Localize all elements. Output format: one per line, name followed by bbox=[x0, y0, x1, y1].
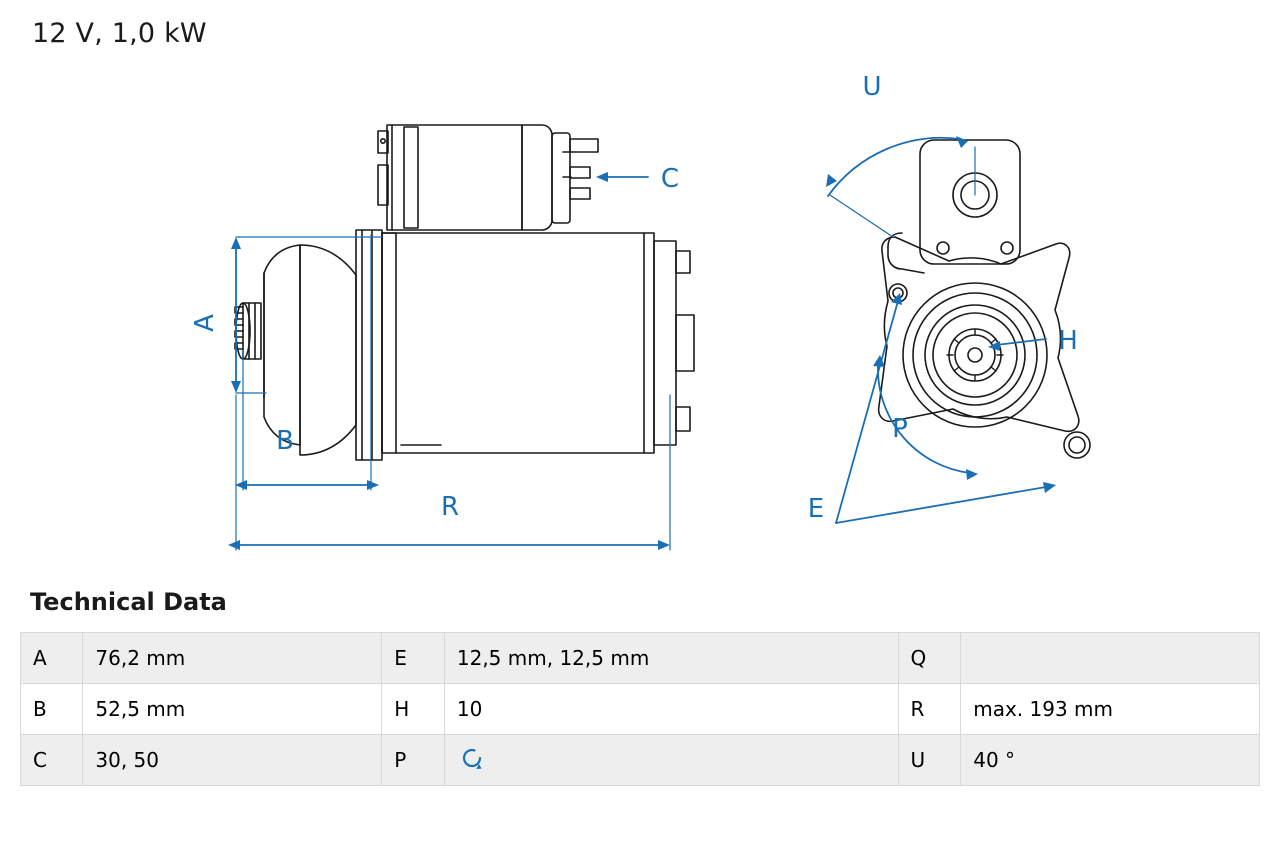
row-key-p: P bbox=[382, 735, 445, 786]
dimension-label-u: U bbox=[862, 72, 882, 102]
technical-data-heading: Technical Data bbox=[30, 588, 227, 616]
row-value-a: 76,2 mm bbox=[83, 633, 382, 684]
row-key-c: C bbox=[21, 735, 83, 786]
row-key-u: U bbox=[898, 735, 961, 786]
dimension-c bbox=[596, 164, 679, 194]
drive-end-flange-view bbox=[879, 140, 1094, 458]
technical-drawing bbox=[0, 55, 1280, 575]
motor-body bbox=[235, 230, 694, 460]
row-value-p bbox=[444, 735, 898, 786]
table-row bbox=[21, 735, 1260, 786]
row-value-c: 30, 50 bbox=[83, 735, 382, 786]
page-title: 12 V, 1,0 kW bbox=[32, 18, 207, 49]
dimension-a bbox=[190, 237, 382, 393]
dimension-e bbox=[808, 293, 1056, 524]
row-key-b: B bbox=[21, 684, 83, 735]
row-key-h: H bbox=[382, 684, 445, 735]
dimension-label-p: P bbox=[892, 414, 908, 444]
dimension-p bbox=[873, 355, 978, 480]
dimension-label-h: H bbox=[1058, 326, 1078, 356]
row-value-r: max. 193 mm bbox=[961, 684, 1260, 735]
table-row bbox=[21, 684, 1260, 735]
dimension-u bbox=[826, 72, 975, 237]
row-value-h: 10 bbox=[444, 684, 898, 735]
dimension-r bbox=[228, 395, 670, 550]
dimension-label-a: A bbox=[190, 314, 220, 332]
row-value-b: 52,5 mm bbox=[83, 684, 382, 735]
dimension-label-e: E bbox=[807, 494, 825, 524]
solenoid-body bbox=[378, 125, 598, 230]
dimension-label-r: R bbox=[440, 492, 460, 522]
dimension-b bbox=[235, 235, 379, 490]
row-key-a: A bbox=[21, 633, 83, 684]
table-row bbox=[21, 633, 1260, 684]
row-key-q: Q bbox=[898, 633, 961, 684]
row-value-q bbox=[961, 633, 1260, 684]
row-key-r: R bbox=[898, 684, 961, 735]
row-key-e: E bbox=[382, 633, 445, 684]
technical-data-table bbox=[20, 632, 1260, 786]
row-value-u: 40 ° bbox=[961, 735, 1260, 786]
dimension-label-c: C bbox=[660, 164, 680, 194]
row-value-e: 12,5 mm, 12,5 mm bbox=[444, 633, 898, 684]
rotation-direction-clockwise-icon bbox=[457, 743, 487, 778]
dimension-label-b: B bbox=[276, 426, 294, 456]
